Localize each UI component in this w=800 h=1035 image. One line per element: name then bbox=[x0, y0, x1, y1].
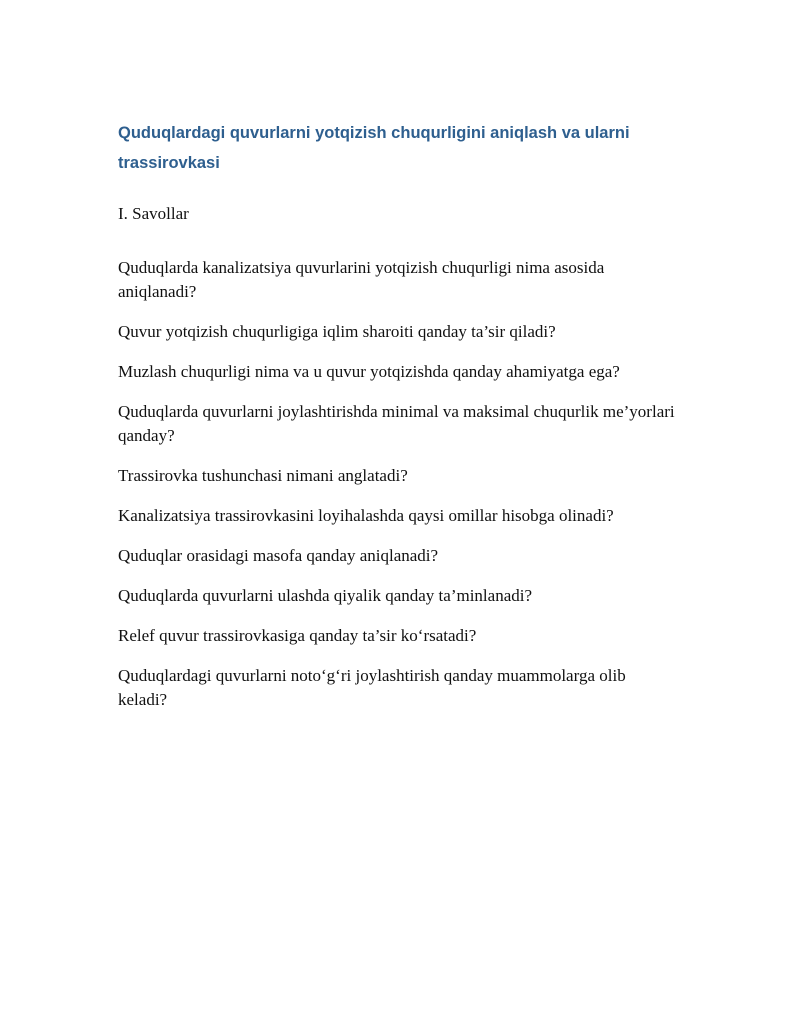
question-item-7: Quduqlar orasidagi masofa qanday aniqlanadi? bbox=[118, 546, 439, 565]
question-item-9: Relef quvur trassirovkasiga qanday ta’sir ko‘rsatadi? bbox=[118, 626, 477, 645]
question-item-10: Quduqlardagi quvurlarni noto‘g‘ri joylashtirish qanday muammolarga olib keladi? bbox=[118, 666, 626, 709]
question-item-8: Quduqlarda quvurlarni ulashda qiyalik qanday ta’minlanadi? bbox=[118, 586, 533, 605]
question-list bbox=[118, 256, 678, 712]
document-content bbox=[118, 118, 678, 728]
question-item-2: Quvur yotqizish chuqurligiga iqlim sharoiti qanday ta’sir qiladi? bbox=[118, 322, 556, 341]
question-item-5: Trassirovka tushunchasi nimani anglatadi? bbox=[118, 466, 408, 485]
document-title: Quduqlardagi quvurlarni yotqizish chuqurligini aniqlash va ularni trassirovkasi bbox=[118, 124, 630, 172]
question-item-6: Kanalizatsiya trassirovkasini loyihalashda qaysi omillar hisobga olinadi? bbox=[118, 506, 614, 525]
question-item-4: Quduqlarda quvurlarni joylashtirishda minimal va maksimal chuqurlik me’yorlari qanday? bbox=[118, 402, 675, 445]
question-item-3: Muzlash chuqurligi nima va u quvur yotqizishda qanday ahamiyatga ega? bbox=[118, 362, 620, 381]
question-item-1: Quduqlarda kanalizatsiya quvurlarini yotqizish chuqurligi nima asosida aniqlanadi? bbox=[118, 258, 605, 301]
section-heading: I. Savollar bbox=[118, 204, 189, 223]
